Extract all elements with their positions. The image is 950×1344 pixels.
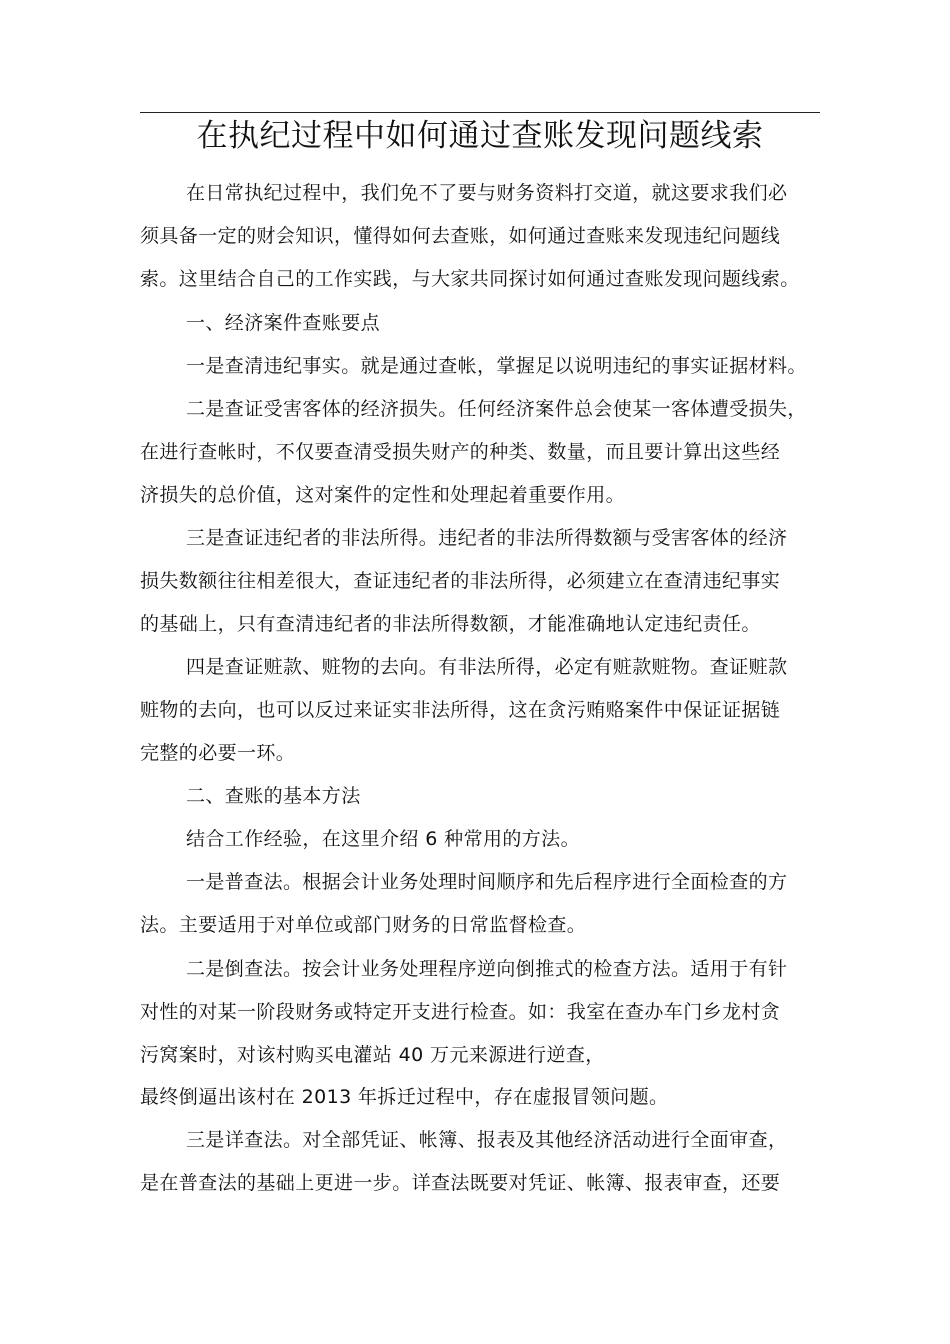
paragraph-line: 完整的必要一环。 xyxy=(140,742,296,764)
paragraph-line: 一是普查法。根据会计业务处理时间顺序和先后程序进行全面检查的方 xyxy=(186,871,788,893)
paragraph-line: 结合工作经验，在这里介绍 6 种常用的方法。 xyxy=(186,828,580,850)
paragraph-line: 污窝案时，对该村购买电灌站 40 万元来源进行逆查， xyxy=(140,1044,605,1066)
paragraph-line: 三是查证违纪者的非法所得。违纪者的非法所得数额与受害客体的经济 xyxy=(186,527,788,549)
paragraph-line: 最终倒逼出该村在 2013 年拆迁过程中，存在虚报冒领问题。 xyxy=(140,1086,669,1108)
paragraph-line: 损失数额往往相差很大，查证违纪者的非法所得，必须建立在查清违纪事实 xyxy=(140,570,781,592)
paragraph-line: 一是查清违纪事实。就是通过查帐，掌握足以说明违纪的事实证据材料。 xyxy=(186,355,807,377)
section-heading: 一、经济案件查账要点 xyxy=(186,312,381,334)
paragraph-line: 四是查证赃款、赃物的去向。有非法所得，必定有赃款赃物。查证赃款 xyxy=(186,656,788,678)
paragraph-line: 二是查证受害客体的经济损失。任何经济案件总会使某一客体遭受损失， xyxy=(186,398,807,420)
paragraph-line: 法。主要适用于对单位或部门财务的日常监督检查。 xyxy=(140,914,587,936)
paragraph-line: 在日常执纪过程中，我们免不了要与财务资料打交道，就这要求我们必 xyxy=(186,182,788,204)
paragraph-line: 索。这里结合自己的工作实践，与大家共同探讨如何通过查账发现问题线索。 xyxy=(140,268,800,290)
header-rule xyxy=(140,112,820,113)
paragraph-line: 的基础上，只有查清违纪者的非法所得数额，才能准确地认定违纪责任。 xyxy=(140,613,761,635)
document-title: 在执纪过程中如何通过查账发现问题线索 xyxy=(196,118,764,154)
paragraph-line: 在进行查帐时，不仅要查清受损失财产的种类、数量，而且要计算出这些经 xyxy=(140,441,781,463)
paragraph-line: 是在普查法的基础上更进一步。详查法既要对凭证、帐簿、报表审查，还要 xyxy=(140,1172,781,1194)
paragraph-line: 三是详查法。对全部凭证、帐簿、报表及其他经济活动进行全面审查， xyxy=(186,1129,788,1151)
section-heading: 二、查账的基本方法 xyxy=(186,785,361,807)
paragraph-line: 济损失的总价值，这对案件的定性和处理起着重要作用。 xyxy=(140,484,626,506)
paragraph-line: 二是倒查法。按会计业务处理程序逆向倒推式的检查方法。适用于有针 xyxy=(186,958,788,980)
paragraph-line: 赃物的去向，也可以反过来证实非法所得，这在贪污贿赂案件中保证证据链 xyxy=(140,699,781,721)
paragraph-line: 须具备一定的财会知识，懂得如何去查账，如何通过查账来发现违纪问题线 xyxy=(140,225,781,247)
paragraph-line: 对性的对某一阶段财务或特定开支进行检查。如：我室在查办车门乡龙村贪 xyxy=(140,1001,781,1023)
